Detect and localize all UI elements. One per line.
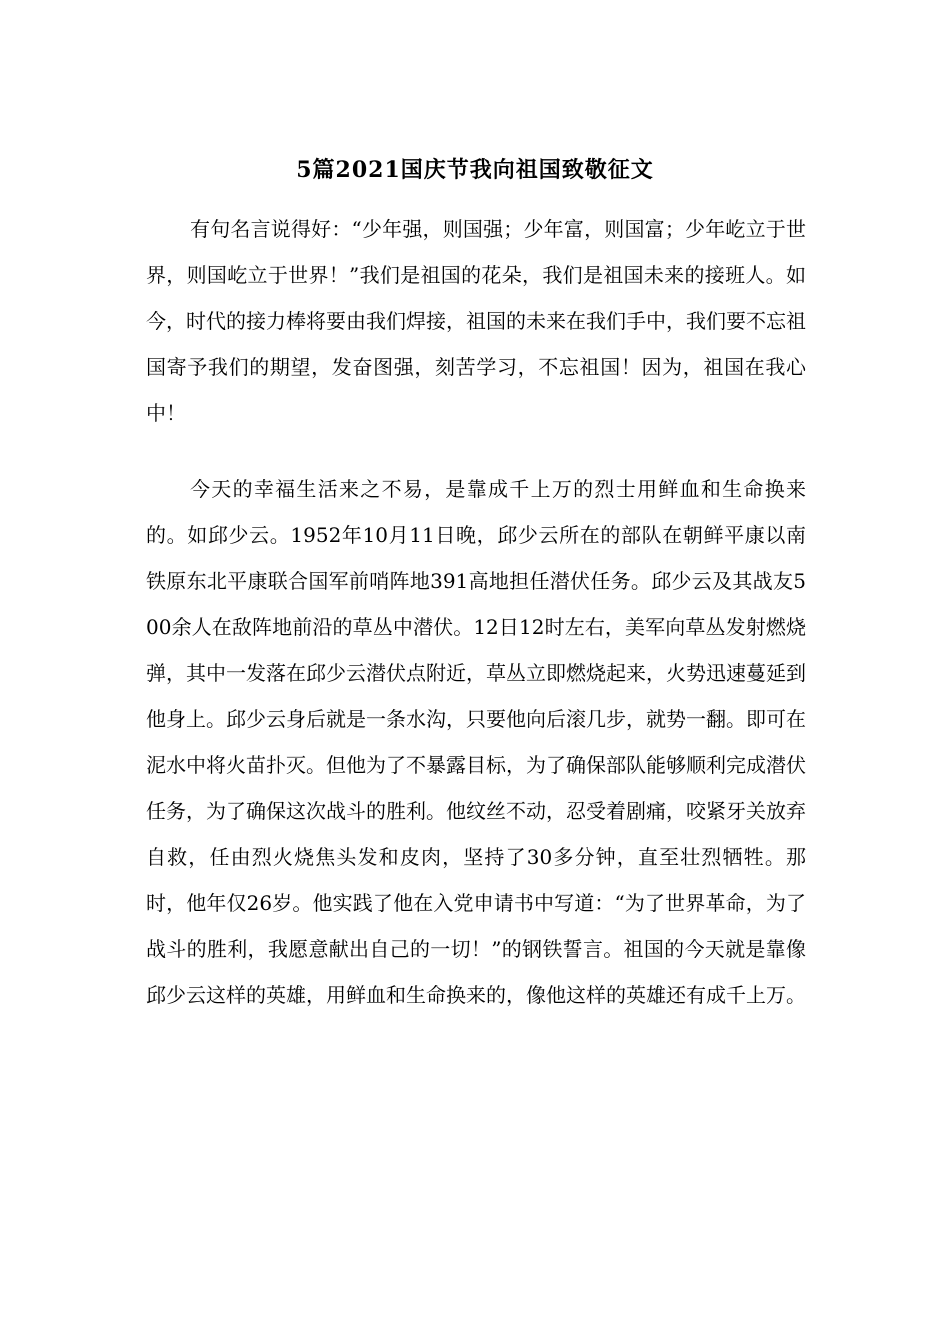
document-title: 5篇2021国庆节我向祖国致敬征文 [296,157,654,183]
paragraph-2: 今天的幸福生活来之不易，是靠成千上万的烈士用鲜血和生命换来的。如邱少云。1952年10月11日晚，邱少云所在的部队在朝鲜平康以南铁原东北平康联合国军前哨阵地391高地担任潜伏任务。邱少云及其战友500余人在敌阵地前沿的草丛中潜伏。12日12时左右，美军向草丛发射燃烧弹，其中一发落在邱少云潜伏点附近，草丛立即燃烧起来，火势迅速蔓延到他身上。邱少云身后就是一条水沟，只要他向后滚几步，就势一翻。即可在泥水中将火苗扑灭。但他为了不暴露目标，为了确保部队能够顺利完成潜伏任务，为了确保这次战斗的胜利。他纹丝不动，忍受着剧痛，咬紧牙关放弃自救，任由烈火烧焦头发和皮肉，坚持了30多分钟，直至壮烈牺牲。那时，他年仅26岁。他实践了他在入党申请书中写道：“为了世界革命，为了战斗的胜利，我愿意献出自己的一切！”的钢铁誓言。祖国的今天就是靠像邱少云这样的英雄，用鲜血和生命换来的，像他这样的英雄还有成千上万。 [146,477,806,1007]
paragraph-1: 有句名言说得好：“少年强，则国强；少年富，则国富；少年屹立于世界，则国屹立于世界！”我们是祖国的花朵，我们是祖国未来的接班人。如今，时代的接力棒将要由我们焊接，祖国的未来在我们手中，我们要不忘祖国寄予我们的期望，发奋图强，刻苦学习，不忘祖国！因为，祖国在我心中！ [146,217,806,425]
